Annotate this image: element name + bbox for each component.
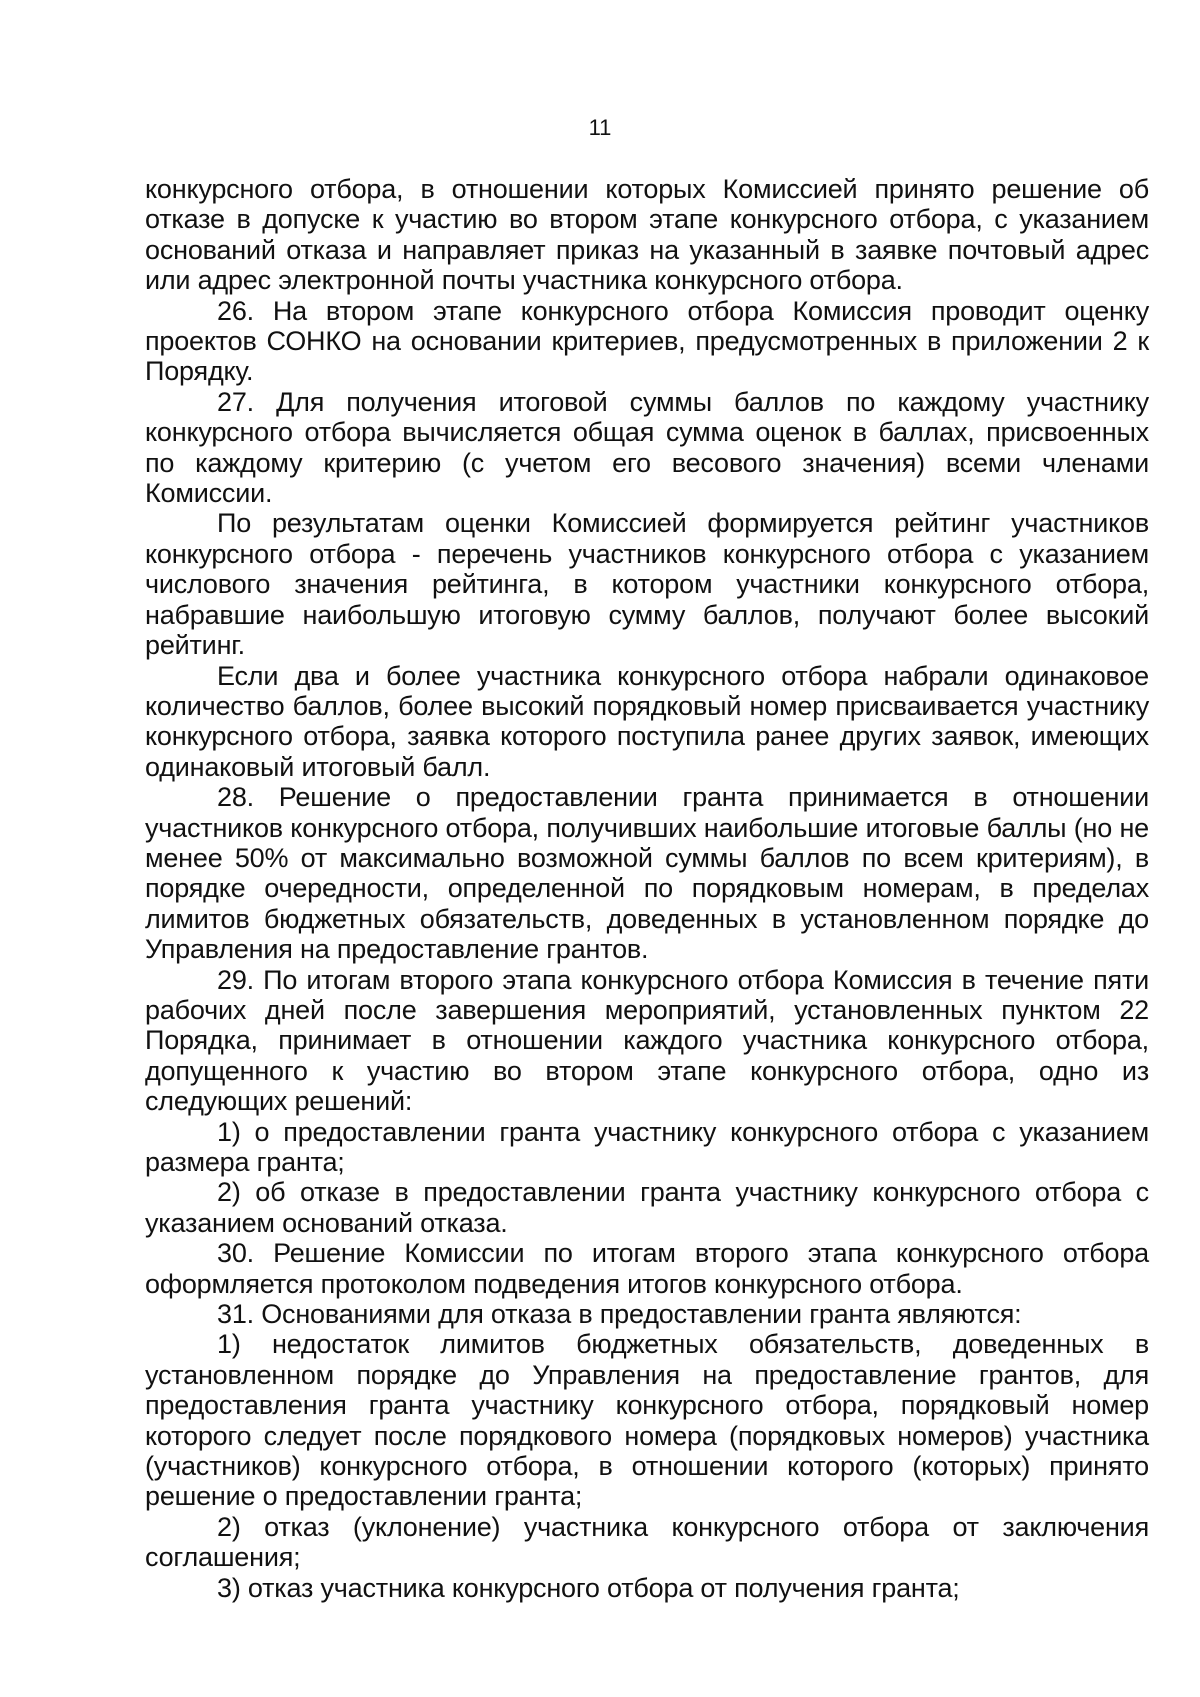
- page-number: 11: [588, 115, 612, 140]
- paragraph-ground-3: 3) отказ участника конкурсного отбора от получения гранта;: [217, 1572, 960, 1603]
- paragraph-rating: По результатам оценки Комиссией формируется рейтинг участников конкурсного отбора - перечень участников конкурсного отбора с указанием числового значения рейтинга, в котором участники конкурсного отбора, набравшие наибольшую итоговую сумму баллов, получают более высокий рейтинг.: [145, 508, 1149, 661]
- paragraph-equal-scores: Если два и более участника конкурсного отбора набрали одинаковое количество баллов, более высокий порядковый номер присваивается участнику конкурсного отбора, заявка которого поступила ранее других заявок, имеющих одинаковый итоговый балл.: [145, 660, 1149, 782]
- paragraph-decision-2: 2) об отказе в предоставлении гранта участнику конкурсного отбора с указанием оснований отказа.: [145, 1177, 1149, 1238]
- document-body: [145, 174, 1149, 1603]
- paragraph-item-30: 30. Решение Комиссии по итогам второго этапа конкурсного отбора оформляется протоколом подведения итогов конкурсного отбора.: [145, 1238, 1149, 1299]
- paragraph-item-29: 29. По итогам второго этапа конкурсного отбора Комиссия в течение пяти рабочих дней после завершения мероприятий, установленных пунктом 22 Порядка, принимает в отношении каждого участника конкурсного отбора, допущенного к участию во втором этапе конкурсного отбора, одно из следующих решений:: [145, 964, 1149, 1117]
- paragraph-item-27: 27. Для получения итоговой суммы баллов по каждому участнику конкурсного отбора вычисляется общая сумма оценок в баллах, присвоенных по каждому критерию (с учетом его весового значения) всеми членами Комиссии.: [145, 386, 1149, 509]
- paragraph-ground-1: 1) недостаток лимитов бюджетных обязательств, доведенных в установленном порядке до Управления на предоставление грантов, для предоставления гранта участнику конкурсного отбора, порядковый номер которого следует после порядкового номера (порядковых номеров) участника (участников) конкурсного отбора, в отношении которого (которых) принято решение о предоставлении гранта;: [145, 1329, 1149, 1512]
- paragraph-item-31: 31. Основаниями для отказа в предоставлении гранта являются:: [217, 1299, 1022, 1330]
- paragraph-ground-2: 2) отказ (уклонение) участника конкурсного отбора от заключения соглашения;: [145, 1511, 1149, 1573]
- paragraph-continuation: конкурсного отбора, в отношении которых Комиссией принято решение об отказе в допуске к участию во втором этапе конкурсного отбора, с указанием оснований отказа и направляет приказ на указанный в заявке почтовый адрес или адрес электронной почты участника конкурсного отбора.: [145, 174, 1149, 296]
- paragraph-item-26: 26. На втором этапе конкурсного отбора Комиссия проводит оценку проектов СОНКО на основании критериев, предусмотренных в приложении 2 к Порядку.: [145, 295, 1149, 387]
- paragraph-item-28: 28. Решение о предоставлении гранта принимается в отношении участников конкурсного отбора, получивших наибольшие итоговые баллы (но не менее 50% от максимально возможной суммы баллов по всем критериям), в порядке очередности, определенной по порядковым номерам, в пределах лимитов бюджетных обязательств, доведенных в установленном порядке до Управления на предоставление грантов.: [145, 782, 1149, 965]
- paragraph-decision-1: 1) о предоставлении гранта участнику конкурсного отбора с указанием размера гранта;: [145, 1116, 1149, 1177]
